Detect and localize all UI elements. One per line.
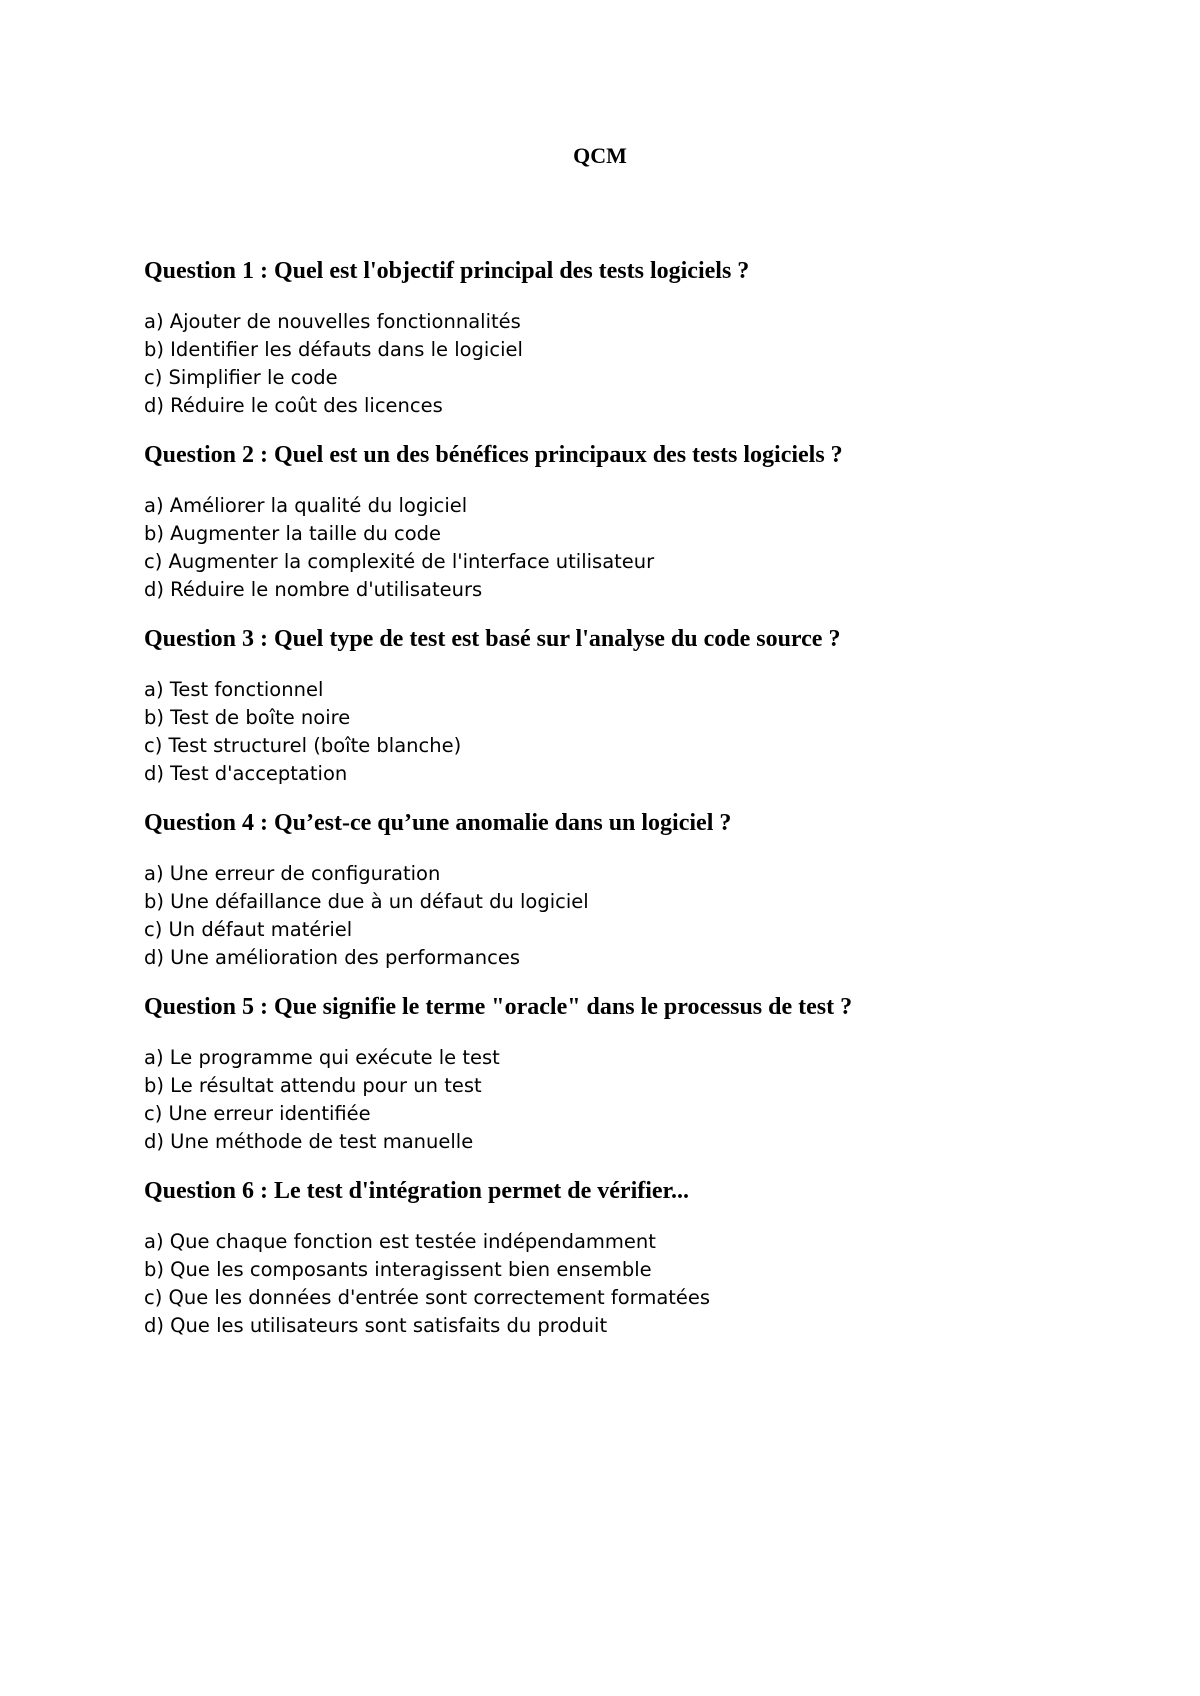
answer-option: d) Une amélioration des performances: [144, 946, 521, 969]
answer-option: d) Une méthode de test manuelle: [144, 1130, 474, 1153]
answer-option: b) Une défaillance due à un défaut du logiciel: [144, 890, 589, 913]
question-title: Question 5 : Que signifie le terme "oracle" dans le processus de test ?: [144, 994, 853, 1020]
question-title: Question 3 : Quel type de test est basé sur l'analyse du code source ?: [144, 626, 841, 652]
answer-option: c) Augmenter la complexité de l'interface utilisateur: [144, 550, 655, 573]
question-3: [144, 624, 1104, 788]
answer-list: [144, 308, 1104, 420]
answer-option: c) Que les données d'entrée sont correctement formatées: [144, 1286, 711, 1309]
answer-list: [144, 1044, 1104, 1156]
answer-option: b) Augmenter la taille du code: [144, 522, 442, 545]
answer-option: c) Simplifier le code: [144, 366, 338, 389]
question-title: Question 1 : Quel est l'objectif principal des tests logiciels ?: [144, 258, 750, 284]
document-title: QCM: [573, 143, 627, 168]
answer-option: b) Test de boîte noire: [144, 706, 351, 729]
question-title: Question 2 : Quel est un des bénéfices principaux des tests logiciels ?: [144, 442, 843, 468]
answer-option: b) Que les composants interagissent bien ensemble: [144, 1258, 652, 1281]
answer-option: c) Un défaut matériel: [144, 918, 353, 941]
answer-option: a) Améliorer la qualité du logiciel: [144, 494, 468, 517]
answer-option: d) Réduire le nombre d'utilisateurs: [144, 578, 483, 601]
answer-option: c) Test structurel (boîte blanche): [144, 734, 462, 757]
question-title: Question 6 : Le test d'intégration permet de vérifier...: [144, 1178, 690, 1204]
answer-option: b) Identifier les défauts dans le logiciel: [144, 338, 523, 361]
answer-option: c) Une erreur identifiée: [144, 1102, 371, 1125]
answer-list: [144, 492, 1104, 604]
question-6: [144, 1176, 1104, 1340]
answer-option: a) Test fonctionnel: [144, 678, 324, 701]
question-5: [144, 992, 1104, 1156]
answer-list: [144, 1228, 1104, 1340]
answer-list: [144, 860, 1104, 972]
answer-option: d) Réduire le coût des licences: [144, 394, 443, 417]
question-list: [144, 256, 1104, 1360]
question-1: [144, 256, 1104, 420]
question-2: [144, 440, 1104, 604]
answer-option: d) Que les utilisateurs sont satisfaits du produit: [144, 1314, 608, 1337]
question-title: Question 4 : Qu’est-ce qu’une anomalie dans un logiciel ?: [144, 810, 732, 836]
answer-option: b) Le résultat attendu pour un test: [144, 1074, 482, 1097]
answer-list: [144, 676, 1104, 788]
answer-option: d) Test d'acceptation: [144, 762, 348, 785]
answer-option: a) Que chaque fonction est testée indépendamment: [144, 1230, 656, 1253]
answer-option: a) Ajouter de nouvelles fonctionnalités: [144, 310, 521, 333]
question-4: [144, 808, 1104, 972]
answer-option: a) Une erreur de configuration: [144, 862, 441, 885]
answer-option: a) Le programme qui exécute le test: [144, 1046, 500, 1069]
